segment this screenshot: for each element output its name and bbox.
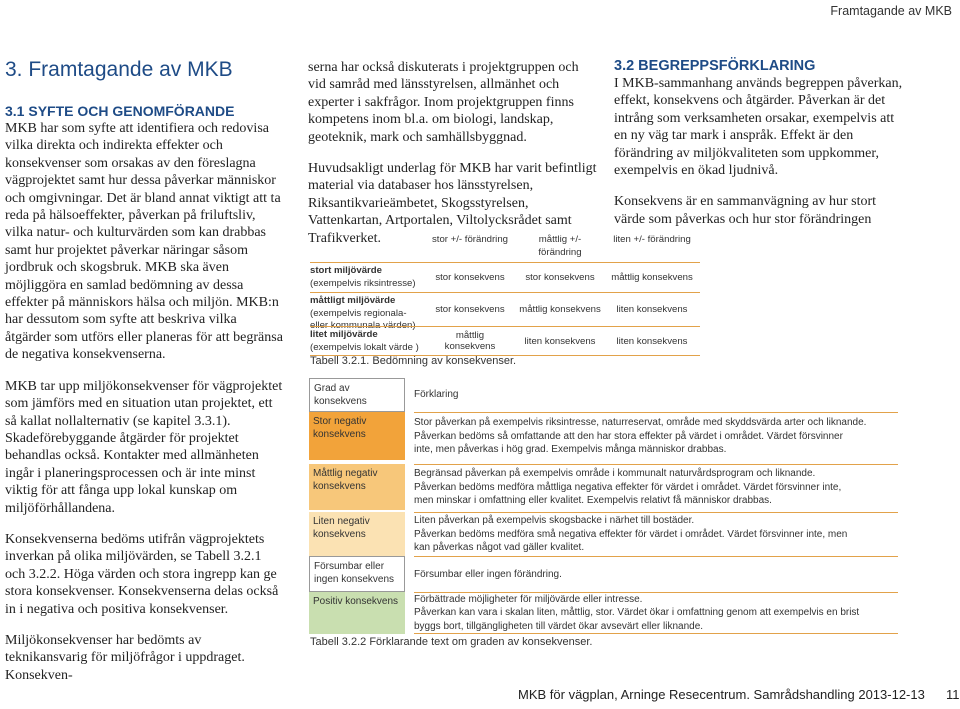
legend-grade-swatch: Liten negativ konsekvens xyxy=(309,512,405,556)
paragraph: Konsekvens är en sammanvägning av hur stort värde som påverkas och hur stor förändringen xyxy=(614,194,877,227)
column-2 xyxy=(308,59,598,261)
legend-description: Stor påverkan på exempelvis riksintresse, naturreservat, område med skyddsvärda arter och liknande. Påverkan bedöms så omfattande att den har stora effekter på värdet i området. Värdet försvinner inte, men påverkas i hög grad. Exempelvis många människor drabbas. xyxy=(414,412,898,460)
legend-description: Förbättrade möjligheter för miljövärde eller intresse. Påverkan kan vara i skalan liten, måttlig, stor. Värdet ökar i omfattning genom att exempelvis en brist byggs bort, tillgängligheten till värdet ökar avsevärt eller liknande. xyxy=(414,592,898,634)
legend-row xyxy=(309,464,898,510)
matrix-row-label: måttligt miljövärde (exempelvis regionala- eller kommunala värden) xyxy=(310,295,416,332)
legend-grade-swatch: Försumbar eller ingen konsekvens xyxy=(309,556,405,592)
running-head: Framtagande av MKB xyxy=(830,4,952,18)
paragraph: MKB har som syfte att identifiera och redovisa vilka direkta och indirekta effekter och konsekvenser som orsakas av den föreslagna vägprojektet samt hur dessa påverkar människor och omgivningar. Det är bland annat viktigt att ta reda på hälsoeffekter, påverkan på friluftsliv, vilka natur- och kulturvärden som kan drabbas samt hur projektet påverkar näringar såsom jordbruk och skogsbruk. MKB ska även möjliggöra en samlad bedömning av dessa effekter på människors hälsa och miljön. MKB:n har dessutom som syfte att beskriva vilka åtgärder som utförs eller planeras för att begränsa de negativa konsekvenserna. xyxy=(5,121,283,363)
matrix-row xyxy=(310,262,700,292)
paragraph: I MKB-sammanhang används begreppen påverkan, effekt, konsekvens och åtgärder. Påverkan är det intrång som verksamheten orsakar, exempelvis att en ny väg tar mark i anspråk. Effekt är den förändring av miljökvaliteten som uppkommer, exempelvis en ökad ljudnivå. xyxy=(614,76,903,179)
legend-row xyxy=(309,592,898,634)
matrix-cell: måttlig konsekvens xyxy=(519,304,601,315)
matrix-cell: måttlig konsekvens xyxy=(444,330,496,352)
matrix-cell: stor konsekvens xyxy=(525,272,595,283)
matrix-header: stor +/- förändring xyxy=(432,234,508,245)
legend-row xyxy=(309,412,898,460)
legend-header-row xyxy=(309,378,898,412)
matrix-row-label: litet miljövärde (exempelvis lokalt värde ) xyxy=(310,329,419,353)
section-heading-3-1: 3.1 SYFTE OCH GENOMFÖRANDE xyxy=(5,103,235,119)
table-caption: Tabell 3.2.2 Förklarande text om graden av konsekvenser. xyxy=(310,636,593,648)
chapter-title: 3. Framtagande av MKB xyxy=(5,58,233,81)
matrix-row xyxy=(310,292,700,332)
paragraph: Huvudsakligt underlag för MKB har varit befintligt material via databaser hos länsstyrelsen, Riksantikvarieämbetet, Skogsstyrelsen, Vattenkartan, Artportalen, Viltolycksrådet samt Trafikverket. xyxy=(308,161,597,246)
column-1 xyxy=(5,103,283,698)
legend-description: Försumbar eller ingen förändring. xyxy=(414,556,898,592)
paragraph: serna har också diskuterats i projektgruppen och vid samråd med länsstyrelsen, allmänhet och experter i sakfrågor. Inom projektgruppen finns kompetens inom bl.a. om biologi, landskap, geoteknik, mark och samhällsbyggnad. xyxy=(308,60,579,145)
paragraph: MKB tar upp miljökonsekvenser för vägprojektet som jämförs med en situation utan projektet, ett så kallat nollalternativ (se kapitel 3.3.1). Skadeförebyggande åtgärder för projektet behandlas också. Kontakter med allmänheten ingår i planeringsprocessen och är inte minst viktig för att fånga upp lokal kunskap om miljöförhållandena. xyxy=(5,378,283,516)
matrix-header: liten +/- förändring xyxy=(613,234,691,245)
legend-description: Begränsad påverkan på exempelvis område i kommunalt naturvårdsprogram och liknande. Påverkan bedöms medföra måttliga negativa effekter för värdet i området. Värdet försvinner inte, men minskar i omfattning eller kvalitet. Exempelvis relativt få människor drabbas. xyxy=(414,464,898,510)
matrix-cell: liten konsekvens xyxy=(524,335,596,347)
footer-text: MKB för vägplan, Arninge Resecentrum. Samrådshandling 2013-12-13 xyxy=(518,687,925,702)
matrix-header: måttlig +/- förändring xyxy=(538,234,582,258)
legend-grade-swatch: Positiv konsekvens xyxy=(309,592,405,634)
legend-row xyxy=(309,556,898,592)
legend-grade-swatch: Stor negativ konsekvens xyxy=(309,412,405,460)
legend-desc-header: Förklaring xyxy=(414,389,459,401)
matrix-cell: liten konsekvens xyxy=(616,335,688,347)
legend-description: Liten påverkan på exempelvis skogsbacke i närhet till bostäder. Påverkan bedöms medföra små negativa effekter för värdet i området. Värdet försvinner inte, men kan påverkas något vad gäller kvalitet. xyxy=(414,512,898,556)
section-heading-3-2: 3.2 BEGREPPSFÖRKLARING xyxy=(614,58,816,74)
matrix-cell: stor konsekvens xyxy=(435,272,505,283)
legend-row xyxy=(309,512,898,556)
matrix-cell: stor konsekvens xyxy=(435,304,505,315)
matrix-row-label: stort miljövärde (exempelvis riksintresse) xyxy=(310,265,416,289)
paragraph: Konsekvenserna bedöms utifrån vägprojektets inverkan på olika miljövärden, se Tabell 3.2.1 och 3.2.2. Höga värden och stora ingrepp kan ge stora konsekvenser. Konsekvenserna delas också in i negativa och positiva konsekvenser. xyxy=(5,531,279,617)
matrix-cell: måttlig konsekvens xyxy=(611,272,693,283)
legend-grade-swatch: Måttlig negativ konsekvens xyxy=(309,464,405,510)
page-number: 11 xyxy=(946,687,960,702)
column-3 xyxy=(614,58,906,242)
matrix-row xyxy=(310,326,700,356)
matrix-cell: liten konsekvens xyxy=(616,304,688,315)
legend-grade-header: Grad av konsekvens xyxy=(309,378,405,412)
paragraph: Miljökonsekvenser har bedömts av teknikansvarig för miljöfrågor i uppdraget. Konsekven- xyxy=(5,632,245,683)
table-caption: Tabell 3.2.1. Bedömning av konsekvenser. xyxy=(310,355,517,367)
